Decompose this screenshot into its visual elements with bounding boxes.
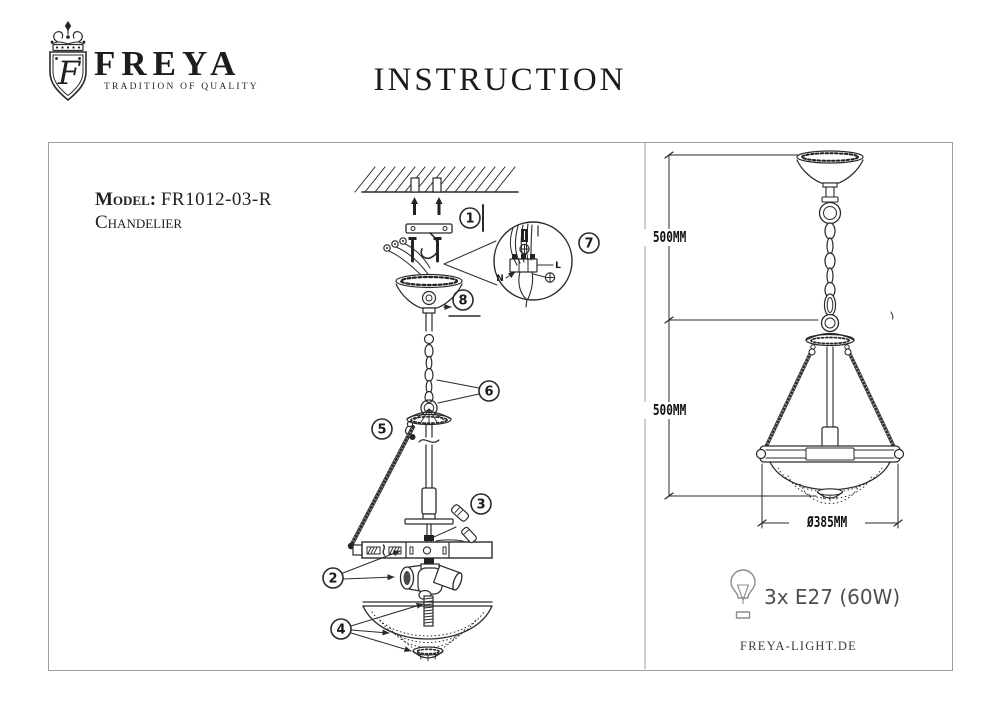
model-label: Model: [95,189,157,210]
drill-hole [433,178,441,192]
socket-cluster [401,558,464,600]
website: FREYA-LIGHT.DE [740,639,857,653]
ground-symbol [545,273,554,282]
svg-text:6: 6 [484,384,494,400]
fixture-height-dimension: 500MM [641,402,699,419]
neutral-label: N [496,274,504,284]
support-rod [348,427,413,549]
svg-text:3: 3 [476,497,486,513]
callout-8 [444,290,480,316]
lamp-spec: 3x E27 (60W) [764,585,901,609]
assembled-canopy [797,151,863,224]
assembled-cap-rods [764,334,896,452]
fixture-body-bar [353,542,492,558]
callout-5 [372,419,392,439]
callout-1 [460,205,483,231]
product-type: Chandelier [95,212,183,233]
chain [425,335,434,403]
svg-text:2: 2 [328,571,338,587]
diameter-dimension: Ø385MM [789,514,865,531]
svg-text:4: 4 [336,622,346,638]
svg-text:5: 5 [377,422,387,438]
assembled-chain [822,223,839,332]
hanger-loop-cap [406,400,451,440]
center-rod [405,424,453,542]
bowl-finial [413,647,443,661]
terminal-block [510,254,537,272]
callout-6 [437,380,499,403]
live-label: L [555,261,561,271]
callout-4 [331,604,423,651]
supply-wires [384,238,430,279]
bulb-icon [731,570,755,618]
freya-logo [46,20,90,104]
ceiling-hook [421,233,438,258]
callout-3 [471,494,491,514]
threaded-stem [424,596,433,626]
crown-icon [51,22,86,51]
assembled-band-bowl [757,446,904,504]
callout-7 [579,233,599,253]
svg-text:8: 8 [458,293,468,309]
svg-text:1: 1 [465,211,475,227]
model-value: FR1012-03-R [160,189,272,210]
rod-break-symbol [419,440,439,443]
wall-anchors [411,197,443,215]
drill-hole [411,178,419,192]
brand-tagline: TRADITION OF QUALITY [104,82,259,92]
page-title: INSTRUCTION [373,62,627,98]
dimension-lines [665,152,902,528]
ceiling-hatching [355,167,518,192]
logo-monogram: F [57,54,81,92]
terminal-screw [520,226,538,254]
chain-length-dimension: 500MM [641,229,699,246]
canopy [396,275,462,332]
brand-wordmark: FREYA [94,44,242,83]
svg-text:7: 7 [584,236,594,252]
